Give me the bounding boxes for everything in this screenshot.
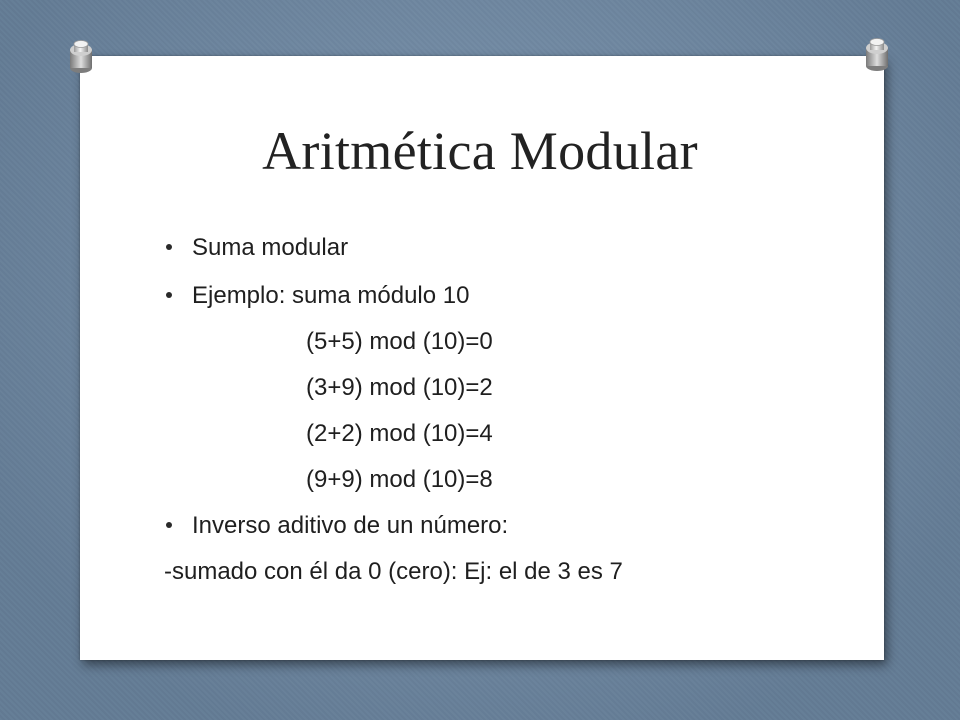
list-item: (5+5) mod (10)=0 bbox=[306, 328, 493, 355]
list-item: Ejemplo: suma módulo 10 bbox=[192, 282, 470, 309]
list-item: (9+9) mod (10)=8 bbox=[306, 466, 493, 493]
list-item: Suma modular bbox=[192, 234, 349, 261]
list-item: (2+2) mod (10)=4 bbox=[306, 420, 493, 447]
list-item: (3+9) mod (10)=2 bbox=[306, 374, 493, 401]
slide-title: Aritmética Modular bbox=[262, 121, 698, 181]
list-item: -sumado con él da 0 (cero): Ej: el de 3 es 7 bbox=[164, 558, 623, 585]
list-item: Inverso aditivo de un número: bbox=[192, 512, 509, 539]
pushpin-icon bbox=[862, 38, 892, 72]
pushpin-icon bbox=[66, 40, 96, 74]
